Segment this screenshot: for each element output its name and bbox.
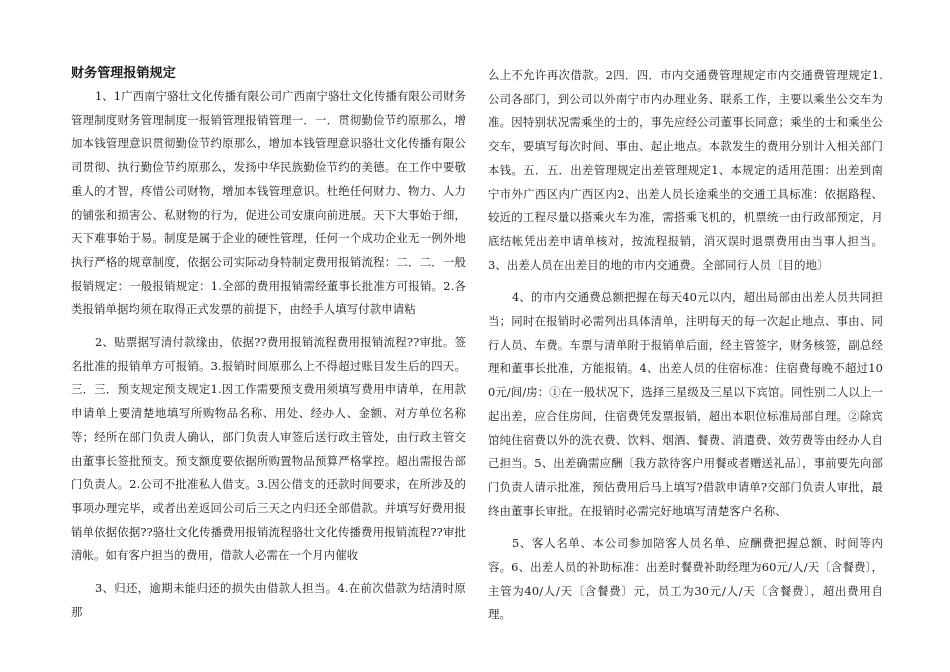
paragraph: 1、1广西南宁骆壮文化传播有限公司广西南宁骆壮文化传播有限公司财务管理制度财务管理制度一报销管理报销管理一．一．贯彻勤俭节约原那么，增加本钱管理意识贯彻勤俭节约原那么，增加本钱管理意识骆壮文化传播有限公司贯彻、执行勤俭节约原那么，发扬中华民族勤俭节约的美德。在工作中要敬重人的才智，疼惜公司财物，增加本钱管理意识。杜绝任何财力、物力、人力的铺张和损害公、私财物的行为，促进公司安康向前进展。天下大事始于细，天下难事始于易。制度是属于企业的硬性管理，任何一个成功企业无一例外地执行严格的规章制度，依据公司实际动身特制定费用报销流程：二．二．一般报销规定：一般报销规定：1.全部的费用报销需经董事长批准方可报销。2.各类报销单据均须在取得正式发票的前提下，由经手人填写付款申请粘 (71, 89, 466, 317)
paragraph: 2、贴票据写清付款缘由，依据??费用报销流程费用报销流程??审批。签名批准的报销单方可报销。3.报销时间原那么上不得超过账目发生后的四天。三．三．预支规定预支规定1.因工作需要预支费用须填写费用申请单，在用款申请单上要清楚地填写所购物品名称、用处、经办人、金额、对方单位名称等；经所在部门负责人确认，部门负责人审签后送行政主管处，由行政主管交由董事长签批预支。预支额度要依据所购置物品预算严格掌控。超出需报告部门负责人。2.公司不批准私人借支。3.因公借支的还款时间要求，在所涉及的事项办理完毕，或者出差返回公司后三天之内归还全部借款。并填写好费用报销单依据依据??骆壮文化传播费用报销流程骆壮文化传播费用报销流程??审批清帐。如有客户担当的费用，借款人必需在一个月内催收 (71, 335, 466, 563)
paragraph: 么上不允许再次借款。2四．四．市内交通费管理规定市内交通费管理规定1.公司各部门，到公司以外南宁市内办理业务、联系工作，主要以乘坐公交车为准。因特别状况需乘坐的士的，事先应经公司董事长同意；乘坐的士和乘坐公交车，要填写每次时间、事由、起止地点。本款发生的费用分别计入相关部门本钱。五．五．出差管理规定出差管理规定1、本规定的适用范围：出差到南宁市外广西区内广西区内2、出差人员长途乘坐的交通工具标准：依据路程、较近的工程尽量以搭乘火车为准，需搭乘飞机的，机票统一由行政部预定，月底结帐凭出差申请单核对，按流程报销，消灭误时退票费用由当事人担当。3、出差人员在出差目的地的市内交通费。全部同行人员〔目的地〕 (488, 68, 883, 272)
left-column (71, 63, 466, 624)
paragraph: 3、归还，逾期未能归还的损失由借款人担当。4.在前次借款为结清时原那 (71, 581, 466, 619)
paragraph: 5、客人名单、本公司参加陪客人员名单、应酬费把握总额、时间等内容。6、出差人员的补助标准：出差时餐费补助经理为60元/人/天〔含餐费〕，主管为40/人/天〔含餐费〕元，员工为30元/人/天〔含餐费〕，超出费用自理。 (488, 536, 883, 622)
right-column (488, 64, 883, 627)
document-title: 财务管理报销规定 (71, 66, 176, 81)
paragraph: 4、的市内交通费总额把握在每天40元以内，超出局部由出差人员共同担当；同时在报销时必需列出具体清单，注明每天的每一次起止地点、事由、同行人员、车费。车票与清单附于报销单后面，经主管签字，财务核签，副总经理和董事长批准，方能报销。4、出差人员的住宿标准：住宿费每晚不超过100元/间/房：①在一般状况下，选择三星级及三星以下宾馆。同性别二人以上一起出差，应合住房间，住宿费凭发票报销，超出本职位标准局部自理。②除宾馆纯住宿费以外的洗衣费、饮料、烟酒、餐费、消遣费、效劳费等由经办人自己担当。5、出差确需应酬〔我方款待客户用餐或者赠送礼品〕，事前要先向部门负责人请示批准，预估费用后马上填写?借款申请单?交部门负责人审批，最终由董事长审批。在报销时必需完好地填写清楚客户名称、 (488, 290, 883, 518)
